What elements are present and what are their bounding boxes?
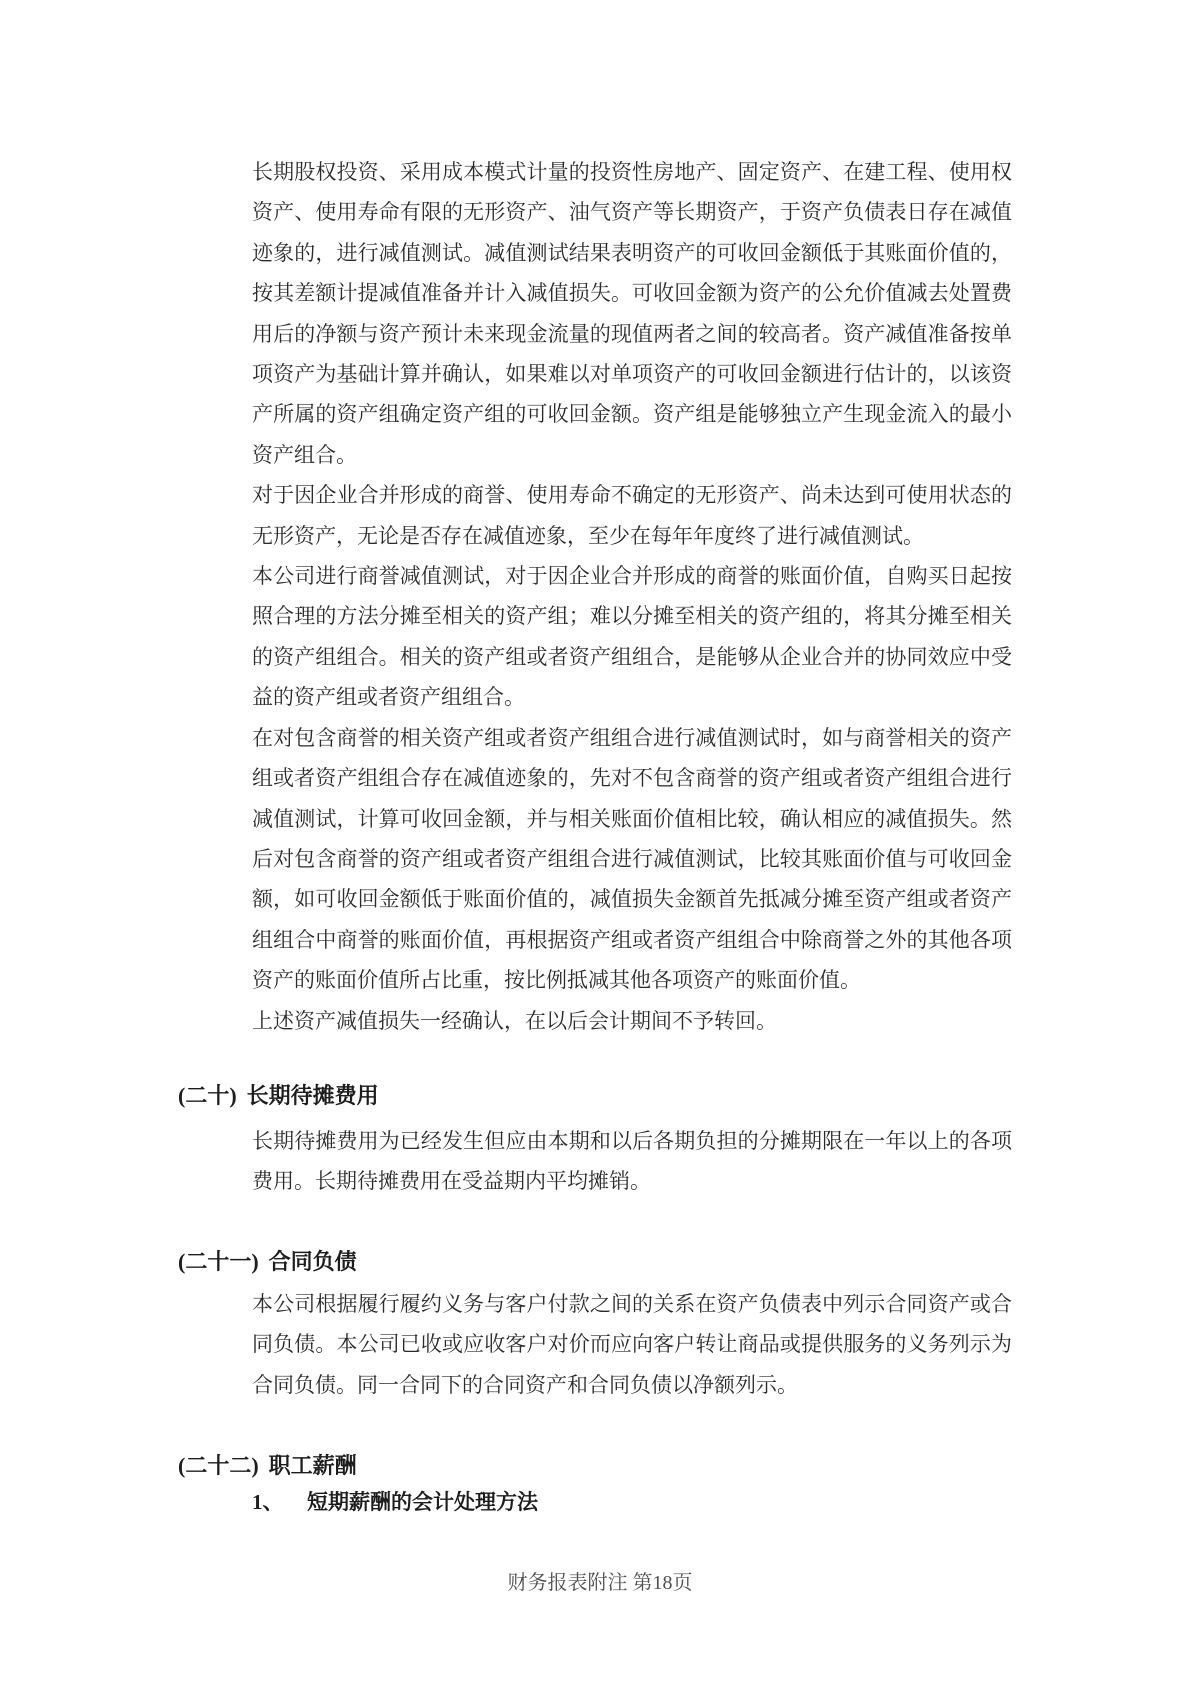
impairment-paragraph-3: 本公司进行商誉减值测试，对于因企业合并形成的商誉的账面价值，自购买日起按照合理的方法分摊至相关的资产组；难以分摊至相关的资产组的，将其分摊至相关的资产组组合。相关的资产组或者资产组组合，是能够从企业合并的协同效应中受益的资产组或者资产组组合。	[252, 564, 1012, 710]
impairment-text-block	[252, 152, 1012, 1041]
section-number: (二十一)	[178, 1249, 259, 1274]
section-contract-liabilities-body	[252, 1284, 1012, 1405]
section-paragraph: 本公司根据履行履约义务与客户付款之间的关系在资产负债表中列示合同资产或合同负债。本公司已收或应收客户对价而应向客户转让商品或提供服务的义务列示为合同负债。同一合同下的合同资产和合同负债以净额列示。	[252, 1292, 1012, 1397]
section-title: 合同负债	[268, 1249, 357, 1274]
section-heading-long-term-deferred-expenses	[178, 1078, 379, 1114]
page-footer: 财务报表附注 第18页	[507, 1572, 693, 1594]
section-heading-employee-compensation	[178, 1448, 357, 1484]
subitem-number: 1、	[252, 1490, 284, 1514]
impairment-paragraph-5: 上述资产减值损失一经确认，在以后会计期间不予转回。	[252, 1008, 777, 1033]
section-number: (二十二)	[178, 1453, 259, 1478]
section-long-term-deferred-expenses-body	[252, 1121, 1012, 1202]
section-heading-contract-liabilities	[178, 1244, 357, 1280]
section-title: 职工薪酬	[268, 1453, 357, 1478]
impairment-paragraph-2: 对于因企业合并形成的商誉、使用寿命不确定的无形资产、尚未达到可使用状态的无形资产，无论是否存在减值迹象，至少在每年年度终了进行减值测试。	[252, 483, 1012, 548]
section-paragraph: 长期待摊费用为已经发生但应由本期和以后各期负担的分摊期限在一年以上的各项费用。长期待摊费用在受益期内平均摊销。	[252, 1129, 1012, 1194]
section-number: (二十)	[178, 1083, 237, 1108]
subitem-short-term-compensation	[252, 1482, 538, 1522]
impairment-paragraph-4: 在对包含商誉的相关资产组或者资产组组合进行减值测试时，如与商誉相关的资产组或者资产组组合存在减值迹象的，先对不包含商誉的资产组或者资产组组合进行减值测试，计算可收回金额，并与相关账面价值相比较，确认相应的减值损失。然后对包含商誉的资产组或者资产组组合进行减值测试，比较其账面价值与可收回金额，如可收回金额低于账面价值的，减值损失金额首先抵减分摊至资产组或者资产组组合中商誉的账面价值，再根据资产组或者资产组组合中除商誉之外的其他各项资产的账面价值所占比重，按比例抵减其他各项资产的账面价值。	[252, 725, 1012, 993]
impairment-paragraph-1: 长期股权投资、采用成本模式计量的投资性房地产、固定资产、在建工程、使用权资产、使用寿命有限的无形资产、油气资产等长期资产，于资产负债表日存在减值迹象的，进行减值测试。减值测试结果表明资产的可收回金额低于其账面价值的，按其差额计提减值准备并计入减值损失。可收回金额为资产的公允价值减去处置费用后的净额与资产预计未来现金流量的现值两者之间的较高者。资产减值准备按单项资产为基础计算并确认，如果难以对单项资产的可收回金额进行估计的，以该资产所属的资产组确定资产组的可收回金额。资产组是能够独立产生现金流入的最小资产组合。	[252, 160, 1012, 467]
subitem-title: 短期薪酬的会计处理方法	[307, 1490, 538, 1514]
section-title: 长期待摊费用	[246, 1083, 379, 1108]
